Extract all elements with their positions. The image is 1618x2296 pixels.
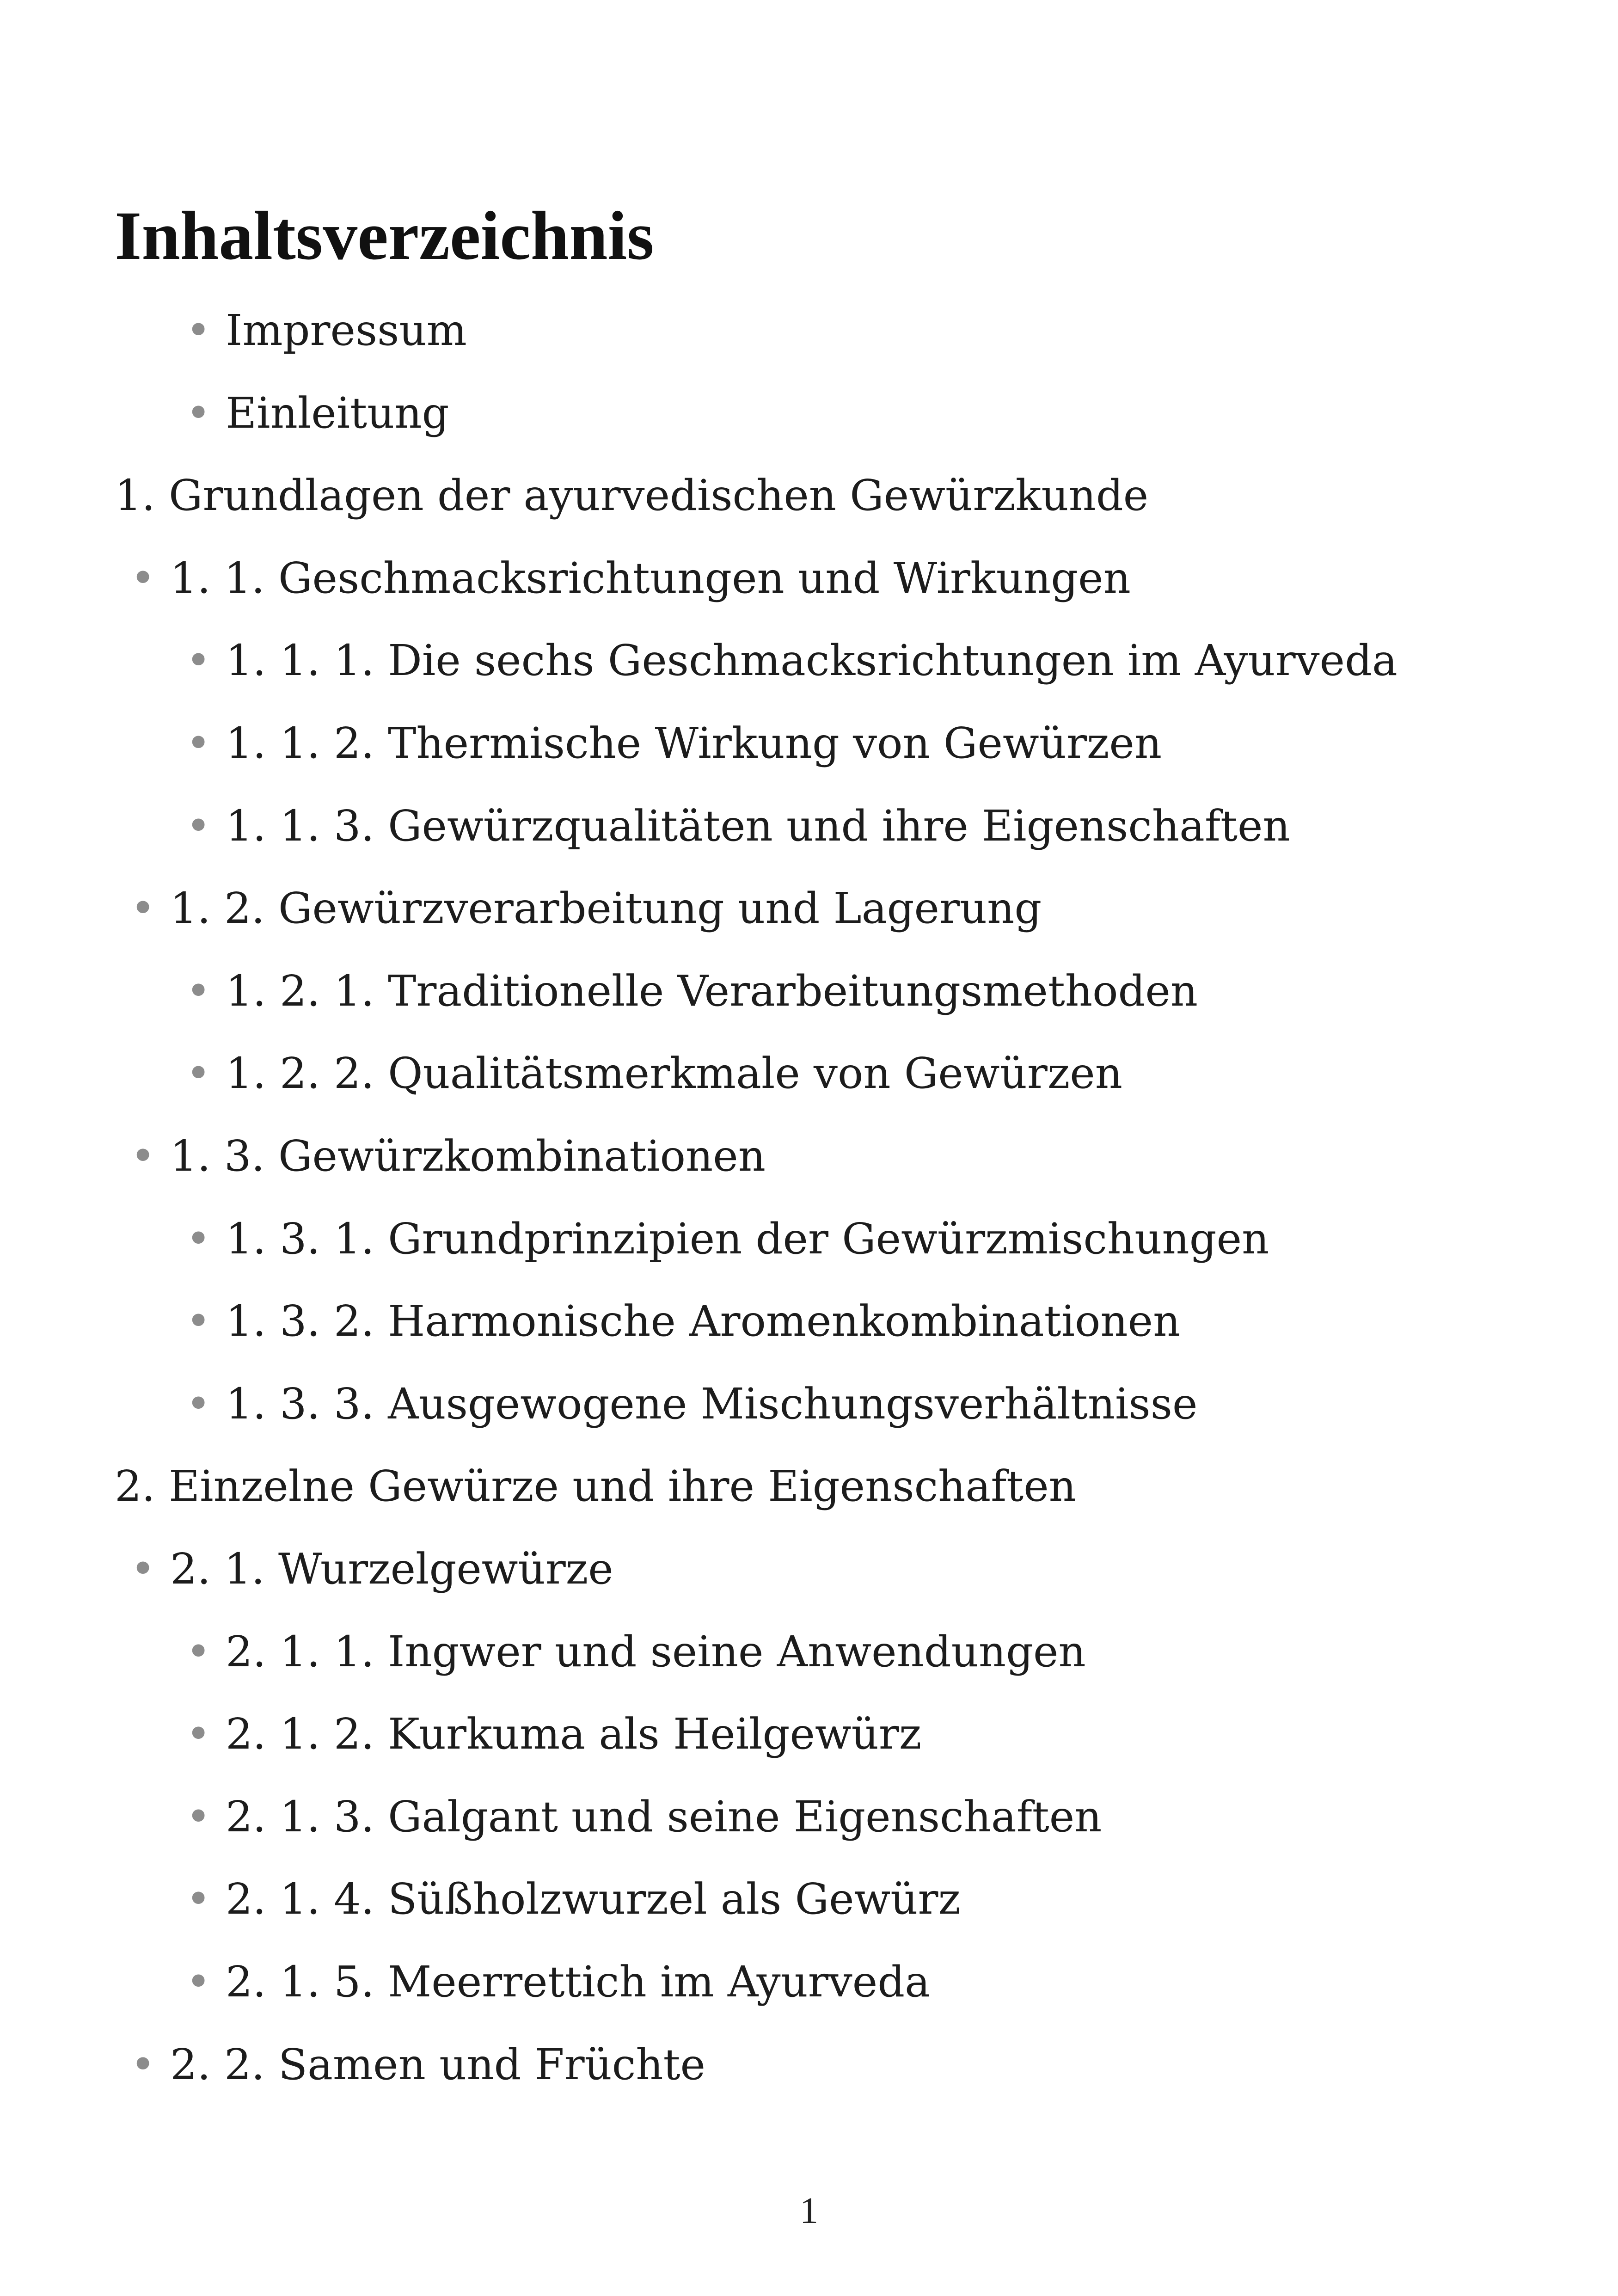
- toc-entry-label: 1. 1. Geschmacksrichtungen und Wirkungen: [170, 553, 1131, 603]
- toc-entry-label: 1. 2. 2. Qualitätsmerkmale von Gewürzen: [226, 1049, 1122, 1098]
- toc-entry-label: 2. Einzelne Gewürze und ihre Eigenschaften: [115, 1461, 1076, 1511]
- bullet-icon: •: [186, 1049, 211, 1098]
- toc-entry[interactable]: [186, 801, 1290, 852]
- bullet-icon: •: [186, 1379, 211, 1429]
- toc-entry-label: 1. 1. 1. Die sechs Geschmacksrichtungen im Ayurveda: [226, 636, 1397, 685]
- toc-entry-label: 1. 3. Gewürzkombinationen: [170, 1131, 766, 1181]
- toc-entry[interactable]: [186, 305, 467, 356]
- toc-entry[interactable]: [186, 1296, 1181, 1347]
- bullet-icon: •: [186, 1627, 211, 1676]
- toc-entry[interactable]: [186, 966, 1198, 1017]
- bullet-icon: •: [186, 1709, 211, 1759]
- toc-entry[interactable]: [186, 388, 449, 439]
- toc-entry[interactable]: [186, 1709, 922, 1760]
- bullet-icon: •: [186, 718, 211, 768]
- toc-entry-label: Impressum: [226, 306, 467, 355]
- bullet-icon: •: [186, 306, 211, 355]
- toc-entry-label: 1. Grundlagen der ayurvedischen Gewürzkunde: [115, 471, 1149, 520]
- toc-entry-label: 2. 1. 2. Kurkuma als Heilgewürz: [226, 1709, 922, 1759]
- toc-entry-label: 1. 3. 3. Ausgewogene Mischungsverhältnisse: [226, 1379, 1198, 1429]
- toc-entry[interactable]: [186, 1048, 1122, 1099]
- page-title: Inhaltsverzeichnis: [115, 197, 654, 274]
- toc-entry-label: 1. 2. 1. Traditionelle Verarbeitungsmethoden: [226, 966, 1198, 1016]
- bullet-icon: •: [130, 2040, 156, 2089]
- toc-entry[interactable]: [186, 1627, 1086, 1677]
- toc-entry[interactable]: [130, 2039, 705, 2090]
- toc-entry-label: 2. 2. Samen und Früchte: [170, 2040, 705, 2089]
- bullet-icon: •: [130, 1544, 156, 1594]
- toc-entry-label: 2. 1. 3. Galgant und seine Eigenschaften: [226, 1792, 1102, 1842]
- toc-entry[interactable]: [186, 1792, 1102, 1842]
- bullet-icon: •: [186, 636, 211, 685]
- toc-entry[interactable]: [186, 1874, 961, 1925]
- toc-entry[interactable]: [186, 1214, 1269, 1265]
- toc-entry-label: 2. 1. 4. Süßholzwurzel als Gewürz: [226, 1874, 961, 1924]
- toc-entry-label: 1. 1. 3. Gewürzqualitäten und ihre Eigenschaften: [226, 801, 1290, 851]
- toc-entry[interactable]: [186, 1957, 930, 2007]
- bullet-icon: •: [130, 1131, 156, 1181]
- bullet-icon: •: [186, 1792, 211, 1842]
- toc-entry[interactable]: [115, 1461, 1076, 1512]
- bullet-icon: •: [186, 966, 211, 1016]
- toc-entry-label: Einleitung: [226, 388, 449, 438]
- toc-entry[interactable]: [186, 635, 1397, 686]
- bullet-icon: •: [186, 1874, 211, 1924]
- toc-entry[interactable]: [186, 1379, 1198, 1430]
- toc-entry[interactable]: [115, 470, 1148, 521]
- bullet-icon: •: [130, 553, 156, 603]
- bullet-icon: •: [186, 1296, 211, 1346]
- toc-entry[interactable]: [130, 1131, 766, 1182]
- toc-entry-label: 2. 1. Wurzelgewürze: [170, 1544, 613, 1594]
- bullet-icon: •: [186, 1957, 211, 2007]
- bullet-icon: •: [186, 1214, 211, 1264]
- toc-entry-label: 1. 2. Gewürzverarbeitung und Lagerung: [170, 884, 1042, 933]
- bullet-icon: •: [186, 801, 211, 851]
- bullet-icon: •: [186, 388, 211, 438]
- page-number: 1: [800, 2191, 818, 2231]
- toc-entry[interactable]: [130, 883, 1042, 934]
- toc-entry-label: 1. 1. 2. Thermische Wirkung von Gewürzen: [226, 718, 1162, 768]
- toc-entry[interactable]: [130, 1544, 613, 1595]
- bullet-icon: •: [130, 884, 156, 933]
- toc-entry-label: 1. 3. 1. Grundprinzipien der Gewürzmischungen: [226, 1214, 1269, 1264]
- toc-entry-label: 1. 3. 2. Harmonische Aromenkombinationen: [226, 1296, 1181, 1346]
- toc-entry-label: 2. 1. 1. Ingwer und seine Anwendungen: [226, 1627, 1086, 1676]
- toc-entry[interactable]: [186, 718, 1162, 769]
- toc-entry[interactable]: [130, 553, 1131, 604]
- toc-entry-label: 2. 1. 5. Meerrettich im Ayurveda: [226, 1957, 930, 2007]
